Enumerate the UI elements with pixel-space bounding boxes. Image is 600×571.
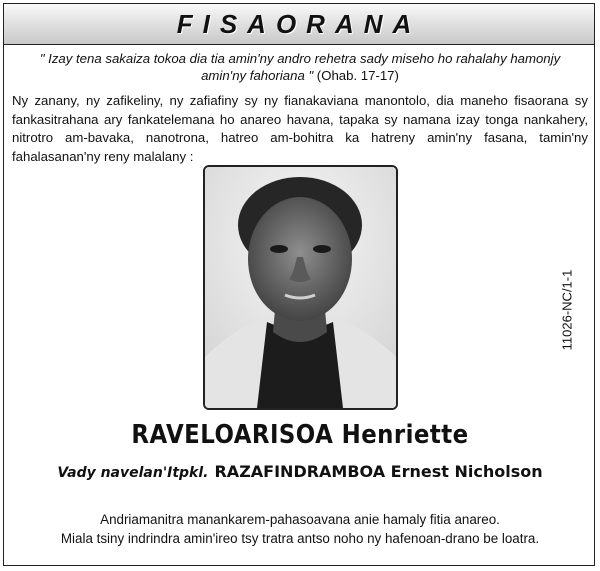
bible-quote: [20, 50, 580, 84]
closing-line-2: Miala tsiny indrindra amin'ireo tsy tratra antso noho ny hafenoan-drano be loatra.: [60, 531, 540, 546]
closing-line-1: Andriamanitra manankarem-pahasoavana anie hamaly fitia anareo.: [100, 512, 500, 527]
closing-text: [0, 510, 600, 548]
quote-reference: (Ohab. 17-17): [316, 68, 399, 83]
husband-name: RAZAFINDRAMBOA Ernest Nicholson: [214, 462, 543, 481]
reference-code-text: 11026-NC/1-1: [559, 269, 575, 351]
husband-relation: Vady navelan'Itpkl.: [57, 465, 209, 481]
header-banner: [3, 3, 595, 45]
reference-code: [560, 265, 574, 355]
portrait-image: [205, 167, 396, 408]
portrait-photo: [203, 165, 398, 410]
husband-line: [0, 462, 600, 481]
quote-text: " Izay tena sakaiza tokoa dia tia amin'ny andro rehetra sady miseho ho rahalahy hamonjy amin'ny fahoriana ": [39, 51, 561, 83]
header-title: FISAORANA: [176, 8, 422, 39]
deceased-name: RAVELOARISOA Henriette: [131, 420, 469, 450]
intro-paragraph: Ny zanany, ny zafikeliny, ny zafiafiny sy ny fianakaviana manontolo, dia maneho fisaorana sy fankasitrahana ary fankatelemana ho anareo havana, tapaka sy namana izay tonga nankahery, nitrotro am-bavaka, nanotrona, hatreo am-bohitra ka hatreny amin'ny fasana, tamin'ny fahalasanan'ny reny malalany :: [12, 93, 588, 164]
